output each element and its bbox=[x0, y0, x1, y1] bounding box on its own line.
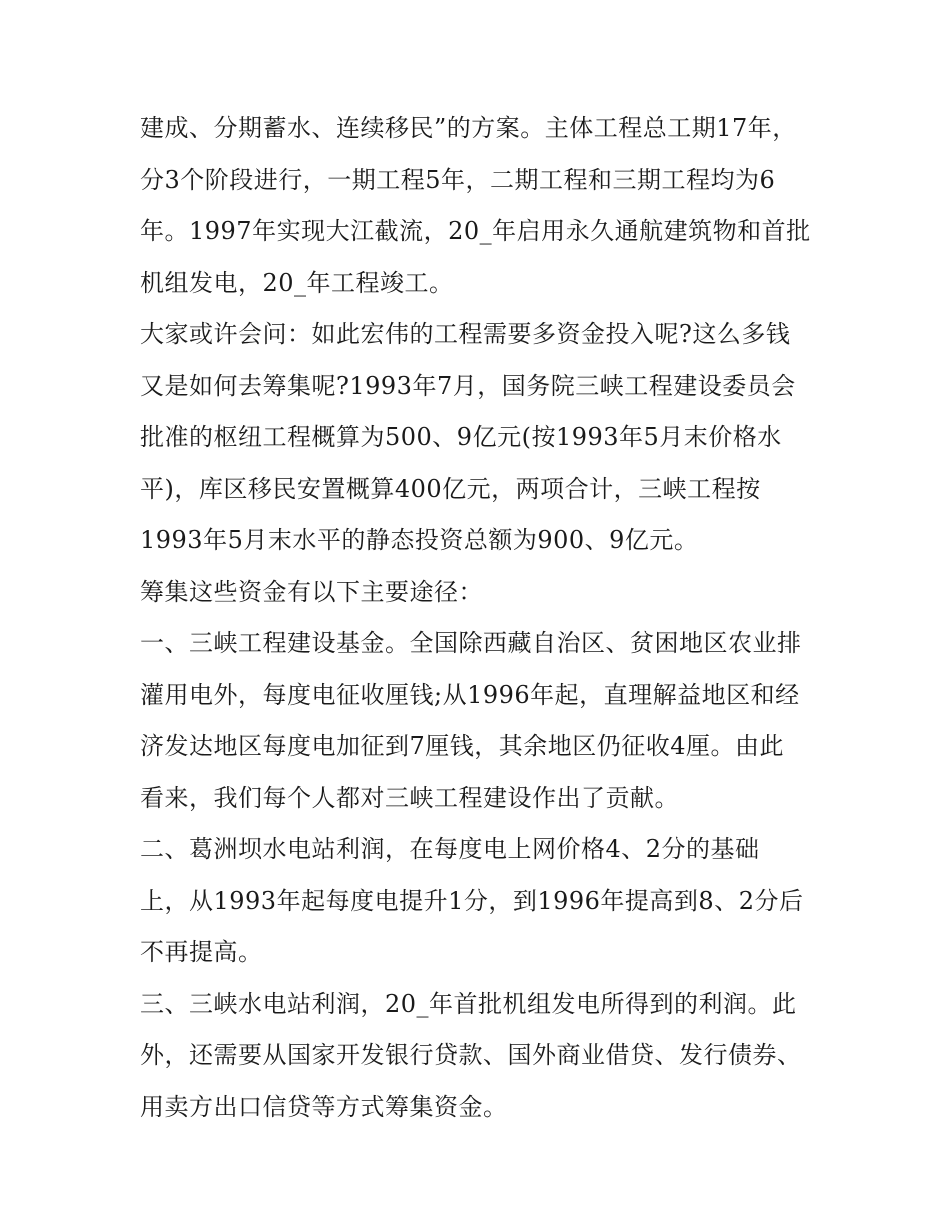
text-line: 机组发电，20_年工程竣工。 bbox=[140, 268, 454, 297]
text-line: 用卖方出口信贷等方式筹集资金。 bbox=[140, 1092, 508, 1121]
text-line: 外，还需要从国家开发银行贷款、国外商业借贷、发行债券、 bbox=[140, 1041, 802, 1069]
text-line: 建成、分期蓄水、连续移民”的方案。主体工程总工期17年， bbox=[140, 114, 797, 142]
text-line: 一、三峡工程建设基金。全国除西藏自治区、贫困地区农业排 bbox=[140, 629, 802, 657]
body-text bbox=[140, 103, 840, 1133]
text-line: 批准的枢纽工程概算为500、9亿元(按1993年5月末价格水 bbox=[140, 423, 782, 451]
text-line: 大家或许会问：如此宏伟的工程需要多资金投入呢?这么多钱 bbox=[140, 320, 791, 348]
text-line: 1993年5月末水平的静态投资总额为900、9亿元。 bbox=[140, 526, 699, 554]
text-line: 二、葛洲坝水电站利润，在每度电上网价格4、2分的基础 bbox=[140, 835, 760, 863]
text-line: 年。1997年实现大江截流，20_年启用永久通航建筑物和首批 bbox=[140, 217, 811, 245]
text-line: 济发达地区每度电加征到7厘钱，其余地区仍征收4厘。由此 bbox=[140, 732, 785, 760]
text-line: 筹集这些资金有以下主要途径： bbox=[140, 577, 483, 606]
text-line: 上，从1993年起每度电提升1分，到1996年提高到8、2分后 bbox=[140, 886, 804, 915]
text-line: 灌用电外，每度电征收厘钱;从1996年起，直理解益地区和经 bbox=[140, 680, 800, 709]
text-line: 分3个阶段进行，一期工程5年，二期工程和三期工程均为6 bbox=[140, 165, 776, 194]
text-line: 三、三峡水电站利润，20_年首批机组发电所得到的利润。此 bbox=[140, 989, 797, 1018]
text-line: 不再提高。 bbox=[140, 938, 263, 966]
text-line: 看来，我们每个人都对三峡工程建设作出了贡献。 bbox=[140, 783, 679, 812]
text-line: 平)，库区移民安置概算400亿元，两项合计，三峡工程按 bbox=[140, 474, 761, 503]
text-line: 又是如何去筹集呢?1993年7月，国务院三峡工程建设委员会 bbox=[140, 371, 796, 400]
